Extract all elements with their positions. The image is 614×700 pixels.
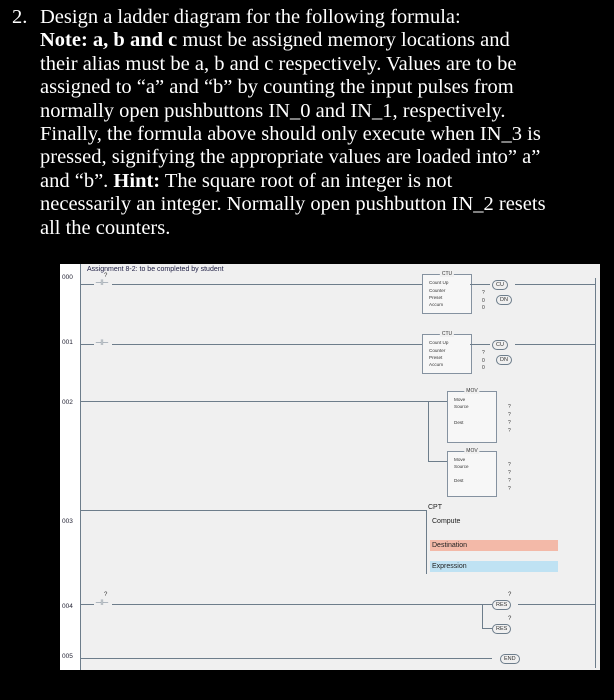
question-line-10: all the counters. <box>40 216 171 239</box>
ctu-block-001[interactable]: CTU Count Up Counter Preset Accum <box>422 334 472 374</box>
ctu-coil-cu-001[interactable]: CU <box>492 340 508 350</box>
rung-number-000[interactable]: 000 <box>62 274 73 281</box>
right-power-rail <box>595 278 596 668</box>
ladder-diagram[interactable]: Assignment 8-2: to be completed by student 000 001 002 003 004 005 ? ⊣⊢ CTU Count Up Counter Preset Accum ? 0 0 CU DN ⊣⊢ CTU Count Up Counter Preset Accum ? 0 0 CU DN MOV Move Source Dest ? ? ? ? MOV Move Source Dest ? ? ? ? CPT Compute Destination Expression ? ⊣⊢ ? RES ? RES END <box>60 264 600 670</box>
xic-contact-000[interactable]: ⊣⊢ <box>95 278 109 287</box>
question-line-1: 2. Design a ladder diagram for the following formula: <box>12 6 461 28</box>
question-line-2: Note: a, b and c must be assigned memory locations and <box>40 29 510 52</box>
contact-tag-000: ? <box>104 273 108 279</box>
rung-number-004[interactable]: 004 <box>62 603 73 610</box>
rung-wire <box>80 510 426 511</box>
rung-wire <box>515 344 596 345</box>
rung-number-002[interactable]: 002 <box>62 399 73 406</box>
rung-wire <box>518 604 596 605</box>
ctu-block-000[interactable]: CTU Count Up Counter Preset Accum <box>422 274 472 314</box>
question-line-3: their alias must be a, b and c respectively. Values are to be <box>40 52 517 75</box>
rung-wire <box>80 401 447 402</box>
res-coil-1[interactable]: RES <box>492 600 511 610</box>
rung-wire <box>112 604 492 605</box>
contact-tag-004: ? <box>104 592 108 598</box>
mov-block-1[interactable]: MOV Move Source Dest <box>447 391 497 443</box>
question-line-4: assigned to “a” and “b” by counting the input pulses from <box>40 76 514 99</box>
question-line-5: normally open pushbuttons IN_0 and IN_1, respectively. <box>40 99 506 122</box>
ctu-coil-cu-000[interactable]: CU <box>492 280 508 290</box>
ctu-coil-dn-000[interactable]: DN <box>496 295 512 305</box>
rung-number-003[interactable]: 003 <box>62 518 73 525</box>
branch-wire <box>482 628 492 629</box>
rung-wire <box>470 284 490 285</box>
res-tag-1: ? <box>508 592 512 598</box>
rung-wire <box>80 604 94 605</box>
rung-wire <box>112 344 422 345</box>
rung-comment: Assignment 8-2: to be completed by student <box>87 266 224 273</box>
question-text <box>12 6 608 240</box>
rung-number-001[interactable]: 001 <box>62 339 73 346</box>
question-line-8: and “b”. Hint: The square root of an integer is not <box>40 169 453 192</box>
rung-number-005[interactable]: 005 <box>62 653 73 660</box>
question-line-7: pressed, signifying the appropriate values are loaded into” a” <box>40 146 541 169</box>
rung-wire <box>80 344 94 345</box>
question-line-6: Finally, the formula above should only execute when IN_3 is <box>40 123 541 146</box>
res-tag-2: ? <box>508 616 512 622</box>
cpt-block[interactable]: CPT Compute Destination Expression <box>428 504 560 578</box>
cpt-expression-field[interactable]: Expression <box>430 561 558 572</box>
branch-wire <box>482 604 483 628</box>
rung-wire <box>80 284 94 285</box>
rung-wire <box>515 284 596 285</box>
res-coil-2[interactable]: RES <box>492 624 511 634</box>
rung-wire <box>80 658 492 659</box>
question-line-9: necessarily an integer. Normally open pushbutton IN_2 resets <box>40 193 546 216</box>
cpt-block-edge <box>426 510 427 574</box>
xic-contact-001[interactable]: ⊣⊢ <box>95 338 109 347</box>
branch-wire <box>428 461 447 462</box>
ctu-coil-dn-001[interactable]: DN <box>496 355 512 365</box>
end-instruction[interactable]: END <box>500 654 520 664</box>
question-number: 2. <box>12 6 28 28</box>
rung-wire <box>470 344 490 345</box>
cpt-destination-field[interactable]: Destination <box>430 540 558 551</box>
branch-wire <box>428 401 429 461</box>
mov-block-2[interactable]: MOV Move Source Dest <box>447 451 497 497</box>
rung-wire <box>112 284 422 285</box>
xic-contact-004[interactable]: ⊣⊢ <box>95 598 109 607</box>
